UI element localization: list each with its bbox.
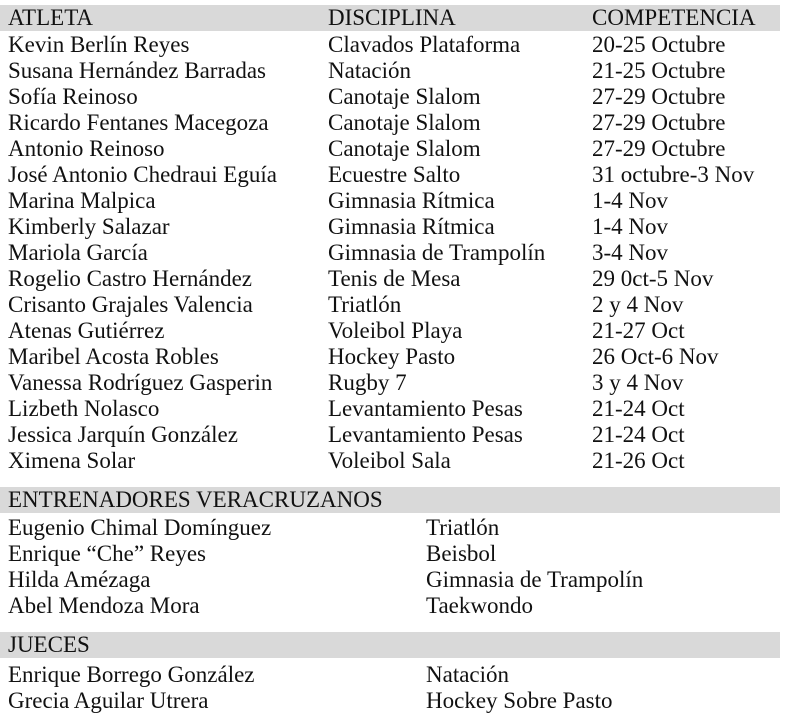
coach-name: Hilda Amézaga bbox=[8, 567, 151, 592]
athlete-dates: 31 octubre-3 Nov bbox=[592, 162, 755, 187]
table-row bbox=[0, 188, 800, 214]
athlete-name: Crisanto Grajales Valencia bbox=[8, 292, 253, 317]
coach-row bbox=[0, 515, 800, 541]
athlete-discipline: Gimnasia de Trampolín bbox=[328, 240, 546, 265]
table-row bbox=[0, 162, 800, 188]
judge-name: Grecia Aguilar Utrera bbox=[8, 688, 209, 713]
table-row bbox=[0, 318, 800, 344]
athlete-dates: 21-26 Oct bbox=[592, 448, 685, 473]
table-row bbox=[0, 396, 800, 422]
table-row bbox=[0, 448, 800, 474]
athlete-discipline: Gimnasia Rítmica bbox=[328, 188, 495, 213]
coach-name: Enrique “Che” Reyes bbox=[8, 541, 206, 566]
athlete-discipline: Canotaje Slalom bbox=[328, 136, 481, 161]
athlete-name: Mariola García bbox=[8, 240, 148, 265]
athlete-discipline: Canotaje Slalom bbox=[328, 84, 481, 109]
athlete-discipline: Levantamiento Pesas bbox=[328, 422, 523, 447]
athlete-name: Ximena Solar bbox=[8, 448, 136, 473]
header-competition: COMPETENCIA bbox=[592, 5, 756, 30]
table-row bbox=[0, 110, 800, 136]
athlete-name: Maribel Acosta Robles bbox=[8, 344, 219, 369]
athlete-dates: 1-4 Nov bbox=[592, 214, 669, 239]
coaches-section-title: ENTRENADORES VERACRUZANOS bbox=[8, 487, 383, 512]
table-row bbox=[0, 266, 800, 292]
coach-row bbox=[0, 567, 800, 593]
judges-header-band bbox=[0, 632, 780, 658]
athlete-dates: 3-4 Nov bbox=[592, 240, 669, 265]
athlete-name: Lizbeth Nolasco bbox=[8, 396, 160, 421]
athlete-discipline: Levantamiento Pesas bbox=[328, 396, 523, 421]
table-row bbox=[0, 214, 800, 240]
athlete-dates: 21-24 Oct bbox=[592, 422, 685, 447]
table-row bbox=[0, 84, 800, 110]
coach-row bbox=[0, 593, 800, 619]
athlete-dates: 26 Oct-6 Nov bbox=[592, 344, 719, 369]
athlete-name: Marina Malpica bbox=[8, 188, 156, 213]
judges-section-title: JUECES bbox=[8, 632, 90, 657]
athlete-dates: 27-29 Octubre bbox=[592, 136, 726, 161]
athlete-name: Antonio Reinoso bbox=[8, 136, 165, 161]
coach-name: Abel Mendoza Mora bbox=[8, 593, 200, 618]
athlete-name: Kimberly Salazar bbox=[8, 214, 170, 239]
athlete-name: Rogelio Castro Hernández bbox=[8, 266, 252, 291]
athlete-name: Sofía Reinoso bbox=[8, 84, 138, 109]
coach-row bbox=[0, 541, 800, 567]
athlete-dates: 29 0ct-5 Nov bbox=[592, 266, 714, 291]
table-row bbox=[0, 370, 800, 396]
athlete-dates: 20-25 Octubre bbox=[592, 32, 726, 57]
athlete-name: José Antonio Chedraui Eguía bbox=[8, 162, 277, 187]
athlete-dates: 27-29 Octubre bbox=[592, 110, 726, 135]
coach-discipline: Triatlón bbox=[426, 515, 500, 540]
athlete-name: Vanessa Rodríguez Gasperin bbox=[8, 370, 273, 395]
athlete-name: Atenas Gutiérrez bbox=[8, 318, 165, 343]
judge-discipline: Hockey Sobre Pasto bbox=[426, 688, 613, 713]
table-row bbox=[0, 344, 800, 370]
coach-discipline: Taekwondo bbox=[426, 593, 533, 618]
athlete-dates: 3 y 4 Nov bbox=[592, 370, 684, 395]
judge-discipline: Natación bbox=[426, 662, 510, 687]
athlete-discipline: Tenis de Mesa bbox=[328, 266, 461, 291]
coach-name: Eugenio Chimal Domínguez bbox=[8, 515, 272, 540]
coach-discipline: Beisbol bbox=[426, 541, 497, 566]
athlete-name: Kevin Berlín Reyes bbox=[8, 32, 190, 57]
athlete-dates: 21-27 Oct bbox=[592, 318, 685, 343]
athlete-dates: 27-29 Octubre bbox=[592, 84, 726, 109]
table-row bbox=[0, 58, 800, 84]
table-row bbox=[0, 422, 800, 448]
table-row bbox=[0, 136, 800, 162]
athletes-header-row bbox=[0, 5, 800, 31]
athlete-dates: 21-24 Oct bbox=[592, 396, 685, 421]
athlete-discipline: Gimnasia Rítmica bbox=[328, 214, 495, 239]
athlete-dates: 2 y 4 Nov bbox=[592, 292, 684, 317]
coach-discipline: Gimnasia de Trampolín bbox=[426, 567, 644, 592]
judge-row bbox=[0, 662, 800, 688]
header-discipline: DISCIPLINA bbox=[328, 5, 456, 30]
athlete-dates: 1-4 Nov bbox=[592, 188, 669, 213]
athlete-name: Ricardo Fentanes Macegoza bbox=[8, 110, 269, 135]
athlete-discipline: Triatlón bbox=[328, 292, 402, 317]
athlete-dates: 21-25 Octubre bbox=[592, 58, 726, 83]
judge-name: Enrique Borrego González bbox=[8, 662, 255, 687]
athlete-discipline: Canotaje Slalom bbox=[328, 110, 481, 135]
table-row bbox=[0, 32, 800, 58]
athlete-discipline: Hockey Pasto bbox=[328, 344, 456, 369]
athlete-discipline: Voleibol Sala bbox=[328, 448, 451, 473]
judge-row bbox=[0, 688, 800, 714]
table-row bbox=[0, 240, 800, 266]
athlete-discipline: Ecuestre Salto bbox=[328, 162, 461, 187]
athlete-discipline: Voleibol Playa bbox=[328, 318, 463, 343]
athlete-discipline: Rugby 7 bbox=[328, 370, 407, 395]
athlete-discipline: Natación bbox=[328, 58, 412, 83]
table-row bbox=[0, 292, 800, 318]
header-athlete: ATLETA bbox=[8, 5, 94, 30]
athlete-name: Susana Hernández Barradas bbox=[8, 58, 266, 83]
athlete-name: Jessica Jarquín González bbox=[8, 422, 238, 447]
athlete-discipline: Clavados Plataforma bbox=[328, 32, 521, 57]
